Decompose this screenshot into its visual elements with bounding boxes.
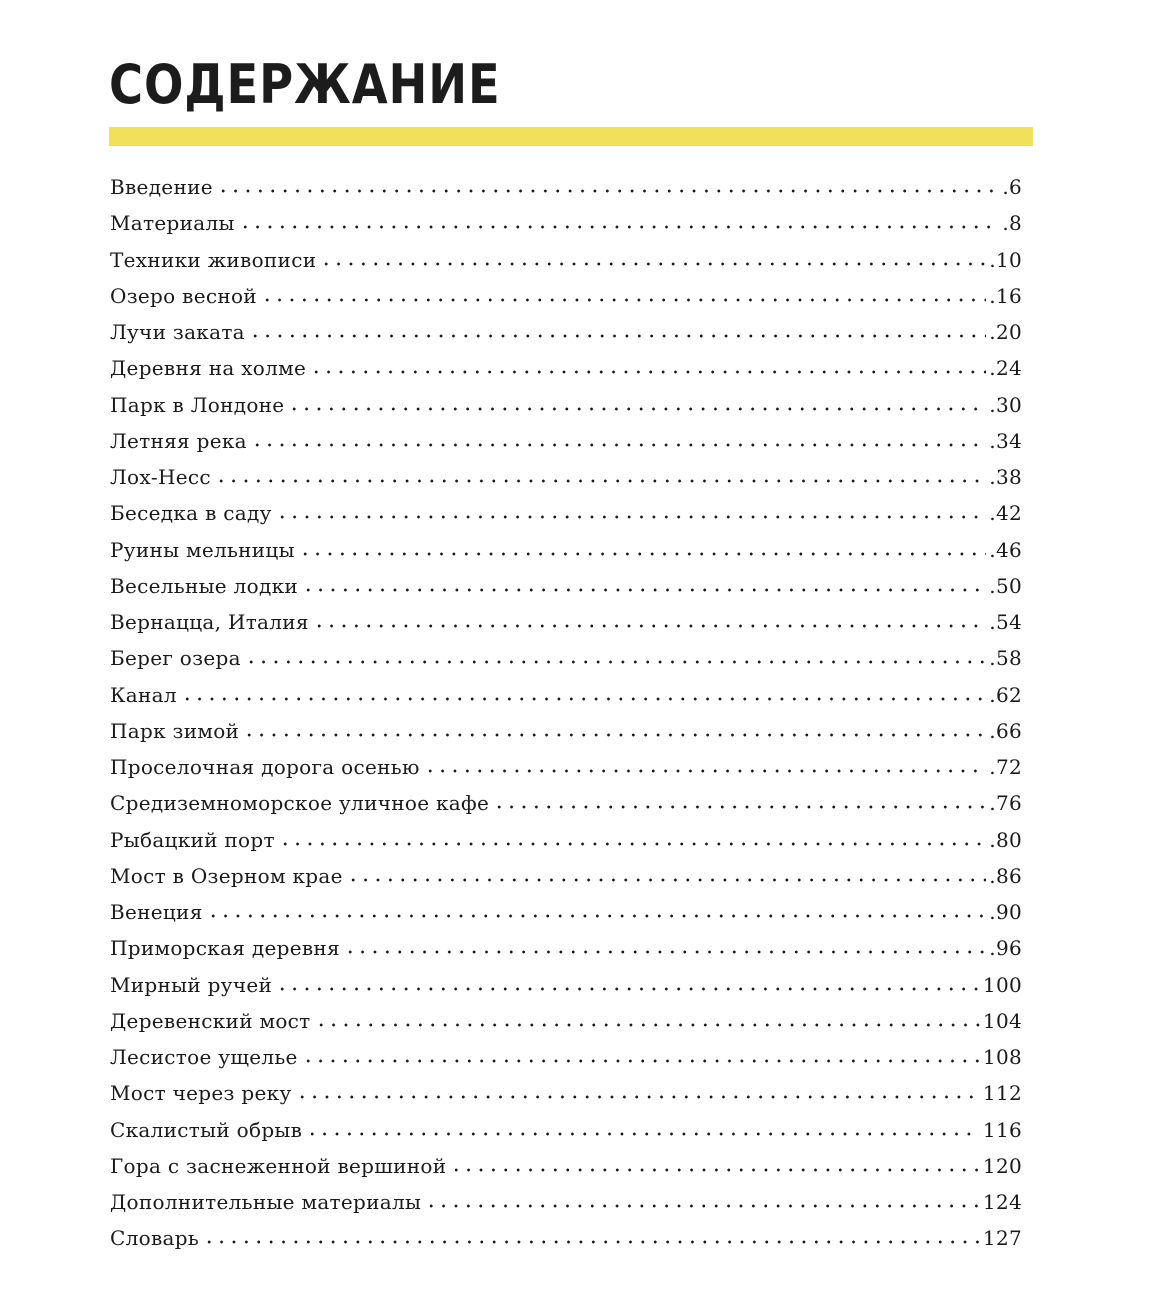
toc-entry-title: Словарь: [110, 1226, 200, 1251]
toc-entry-page-number: .86: [989, 863, 1022, 888]
toc-dot-leader: [276, 514, 987, 520]
toc-entry-title: Лучи заката: [110, 320, 245, 344]
toc-entry[interactable]: [110, 495, 1022, 531]
toc-dot-leader: [207, 913, 987, 919]
toc-dot-leader: [276, 986, 980, 992]
toc-dot-leader: [239, 224, 1000, 230]
toc-dot-leader: [320, 261, 986, 267]
toc-entry-title: Скалистый обрыв: [110, 1117, 303, 1142]
toc-dot-leader: [424, 768, 987, 774]
toc-dot-leader: [450, 1167, 980, 1173]
toc-entry-title: Деревенский мост: [110, 1008, 311, 1033]
toc-dot-leader: [203, 1239, 980, 1245]
toc-entry-title: Руины мельницы: [110, 537, 295, 562]
toc-dot-leader: [243, 732, 986, 738]
toc-entry[interactable]: [110, 785, 1022, 821]
toc-dot-leader: [215, 478, 986, 484]
toc-entry-title: Введение: [110, 175, 213, 199]
toc-entry[interactable]: [110, 278, 1022, 314]
toc-entry-page-number: .24: [989, 356, 1022, 381]
toc-entry-page-number: .38: [989, 465, 1022, 489]
toc-entry[interactable]: [110, 1184, 1022, 1220]
toc-entry-title: Рыбацкий порт: [110, 827, 275, 852]
toc-entry-title: Венеция: [110, 900, 203, 924]
toc-dot-leader: [299, 551, 986, 557]
toc-entry-title: Мост в Озерном крае: [110, 863, 343, 888]
toc-entry-title: Лох-Несс: [110, 465, 211, 489]
toc-dot-leader: [425, 1203, 980, 1209]
toc-dot-leader: [302, 1058, 980, 1064]
toc-entry-page-number: .90: [989, 900, 1022, 924]
toc-entry[interactable]: [110, 930, 1022, 966]
toc-dot-leader: [288, 406, 986, 412]
toc-dot-leader: [251, 442, 986, 448]
toc-entry-page-number: .66: [989, 718, 1022, 743]
toc-dot-leader: [493, 804, 986, 810]
toc-dot-leader: [181, 696, 986, 702]
toc-entry-page-number: .46: [989, 537, 1022, 562]
toc-entry-page-number: 112: [982, 1081, 1022, 1106]
toc-entry-title: Лесистое ущелье: [110, 1045, 298, 1069]
toc-entry[interactable]: [110, 858, 1022, 894]
toc-entry[interactable]: [110, 169, 1022, 205]
toc-entry-title: Озеро весной: [110, 283, 257, 308]
toc-entry[interactable]: [110, 894, 1022, 930]
heading-rule: [109, 127, 1033, 146]
toc-entry-page-number: .50: [989, 573, 1022, 598]
toc-entry-title: Деревня на холме: [110, 356, 307, 381]
toc-entry[interactable]: [110, 1148, 1022, 1184]
toc-entry[interactable]: [110, 423, 1022, 459]
toc-entry-title: Парк зимой: [110, 718, 240, 743]
toc-dot-leader: [296, 1094, 980, 1100]
toc-dot-leader: [245, 659, 986, 665]
toc-entry[interactable]: [110, 1003, 1022, 1039]
toc-entry[interactable]: [110, 967, 1022, 1003]
toc-entry[interactable]: [110, 677, 1022, 713]
toc-entry[interactable]: [110, 242, 1022, 278]
toc-dot-leader: [315, 1022, 980, 1028]
toc-entry[interactable]: [110, 1220, 1022, 1256]
toc-entry-page-number: 120: [982, 1153, 1022, 1178]
page-title: СОДЕРЖАНИЕ: [109, 53, 501, 116]
toc-entry-page-number: .76: [989, 791, 1022, 816]
toc-dot-leader: [344, 949, 986, 955]
toc-entry[interactable]: [110, 459, 1022, 495]
toc-entry-title: Материалы: [110, 211, 235, 236]
toc-dot-leader: [313, 623, 986, 629]
toc-entry-title: Мост через реку: [110, 1081, 292, 1106]
toc-entry-title: Канал: [110, 682, 177, 707]
toc-entry-page-number: .72: [989, 755, 1022, 779]
toc-entry-page-number: .42: [989, 501, 1022, 526]
toc-dot-leader: [306, 1131, 980, 1137]
toc-list: [110, 169, 1022, 1257]
toc-entry[interactable]: [110, 640, 1022, 676]
toc-entry-title: Мирный ручей: [110, 972, 273, 997]
toc-entry[interactable]: [110, 604, 1022, 640]
toc-entry[interactable]: [110, 350, 1022, 386]
toc-entry[interactable]: [110, 387, 1022, 423]
toc-entry-page-number: .16: [989, 283, 1022, 308]
toc-entry-page-number: 124: [982, 1190, 1022, 1214]
toc-entry-title: Приморская деревня: [110, 936, 340, 961]
toc-entry-page-number: .6: [1002, 175, 1022, 199]
toc-entry-title: Дополнительные материалы: [110, 1190, 422, 1214]
toc-entry[interactable]: [110, 1039, 1022, 1075]
toc-entry-page-number: 116: [982, 1117, 1022, 1142]
toc-entry-title: Гора с заснеженной вершиной: [110, 1153, 447, 1178]
toc-entry[interactable]: [110, 314, 1022, 350]
toc-entry-page-number: .30: [989, 392, 1022, 417]
toc-entry[interactable]: [110, 749, 1022, 785]
toc-entry-page-number: .10: [989, 247, 1022, 272]
toc-entry[interactable]: [110, 568, 1022, 604]
toc-entry-title: Проселочная дорога осенью: [110, 755, 420, 779]
toc-entry-page-number: .58: [989, 646, 1022, 671]
toc-dot-leader: [217, 188, 999, 194]
toc-entry-title: Берег озера: [110, 646, 241, 671]
toc-entry[interactable]: [110, 713, 1022, 749]
toc-entry-title: Техники живописи: [110, 247, 317, 272]
toc-entry[interactable]: [110, 532, 1022, 568]
toc-entry-title: Беседка в саду: [110, 501, 272, 526]
toc-entry[interactable]: [110, 822, 1022, 858]
toc-entry-page-number: .54: [989, 610, 1022, 634]
toc-entry-page-number: 104: [982, 1008, 1022, 1033]
toc-entry[interactable]: [110, 1075, 1022, 1111]
toc-dot-leader: [279, 841, 986, 847]
toc-dot-leader: [261, 297, 986, 303]
toc-entry-page-number: .20: [989, 320, 1022, 344]
toc-entry-page-number: .80: [989, 827, 1022, 852]
toc-entry-page-number: .8: [1002, 211, 1022, 236]
toc-entry-page-number: .34: [989, 428, 1022, 453]
toc-dot-leader: [347, 877, 987, 883]
toc-entry[interactable]: [110, 205, 1022, 241]
toc-dot-leader: [249, 333, 986, 339]
toc-entry-page-number: .96: [989, 936, 1022, 961]
toc-entry-title: Весельные лодки: [110, 573, 298, 598]
toc-entry-title: Вернацца, Италия: [110, 610, 309, 634]
toc-entry-page-number: .62: [989, 682, 1022, 707]
toc-dot-leader: [302, 587, 986, 593]
toc-entry[interactable]: [110, 1112, 1022, 1148]
toc-entry-page-number: 127: [982, 1226, 1022, 1251]
toc-entry-title: Летняя река: [110, 428, 247, 453]
toc-entry-title: Парк в Лондоне: [110, 392, 285, 417]
toc-entry-title: Средиземноморское уличное кафе: [110, 791, 490, 816]
toc-dot-leader: [310, 369, 986, 375]
toc-entry-page-number: 108: [982, 1045, 1022, 1069]
toc-entry-page-number: 100: [982, 972, 1022, 997]
